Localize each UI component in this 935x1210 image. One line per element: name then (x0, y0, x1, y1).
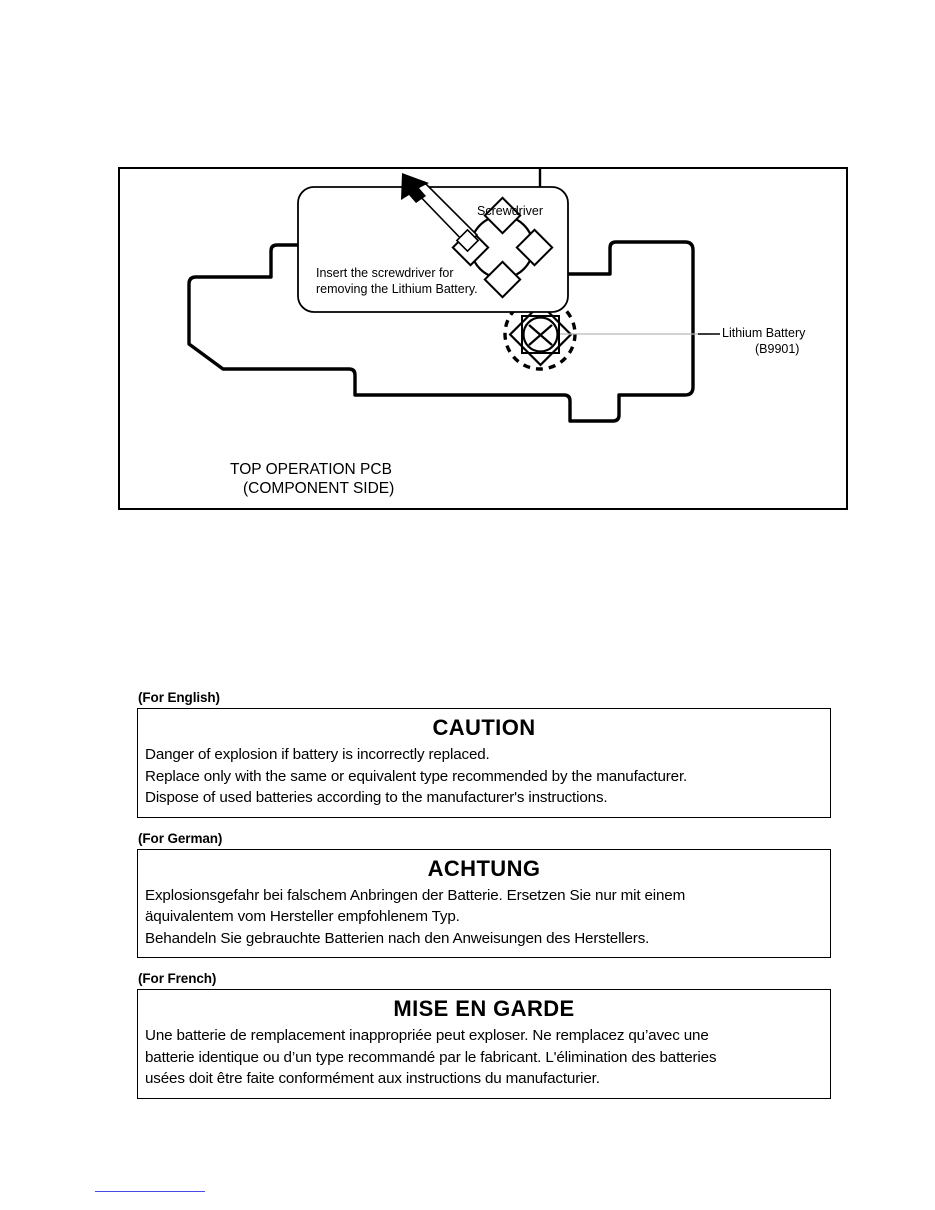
language-label-english: (For English) (138, 690, 220, 705)
warning-text-line: Replace only with the same or equivalent type recommended by the manufacturer. (145, 767, 688, 785)
warning-title-english: CAUTION (432, 715, 536, 740)
warning-box-english (137, 708, 831, 818)
pcb-label-line-1: TOP OPERATION PCB (230, 461, 392, 478)
warning-box-german (137, 849, 831, 959)
warning-text-line: Behandeln Sie gebrauchte Batterien nach den Anweisungen des Herstellers. (145, 929, 650, 947)
screwdriver-label: Screwdriver (477, 204, 543, 218)
warning-boxes-section (137, 690, 831, 1112)
battery-callout-label-line-1: Lithium Battery (722, 326, 806, 340)
pcb-diagram-frame (118, 167, 848, 510)
pcb-diagram-svg (120, 169, 846, 508)
warning-box-french (137, 989, 831, 1099)
warning-title-french: MISE EN GARDE (393, 996, 575, 1021)
warning-text-line: Dispose of used batteries according to the manufacturer's instructions. (145, 789, 608, 806)
language-label-german: (For German) (138, 830, 223, 846)
warning-text-line: usées doit être faite conformément aux instructions du manufacturier. (145, 1070, 600, 1087)
pcb-label-line-2: (COMPONENT SIDE) (243, 480, 395, 497)
warning-text-line: Une batterie de remplacement inappropriée peut exploser. Ne remplacez qu’avec une (145, 1027, 709, 1044)
language-label-french: (For French) (138, 971, 217, 986)
callout-instruction-line-1: Insert the screwdriver for (316, 266, 454, 280)
warning-text-line: Explosionsgefahr bei falschem Anbringen der Batterie. Ersetzen Sie nur mit einem (145, 886, 686, 904)
warning-title-german: ACHTUNG (427, 855, 541, 881)
battery-callout-label-line-2: (B9901) (755, 342, 800, 356)
warning-text-line: batterie identique ou d’un type recommandé par le fabricant. L'élimination des batteries (145, 1048, 717, 1066)
warning-text-line: Danger of explosion if battery is incorrectly replaced. (145, 746, 490, 763)
callout-instruction-line-2: removing the Lithium Battery. (316, 282, 478, 296)
bottom-link-rule (95, 1191, 205, 1192)
warning-text-line: äquivalentem vom Hersteller empfohlenem Typ. (145, 908, 460, 925)
